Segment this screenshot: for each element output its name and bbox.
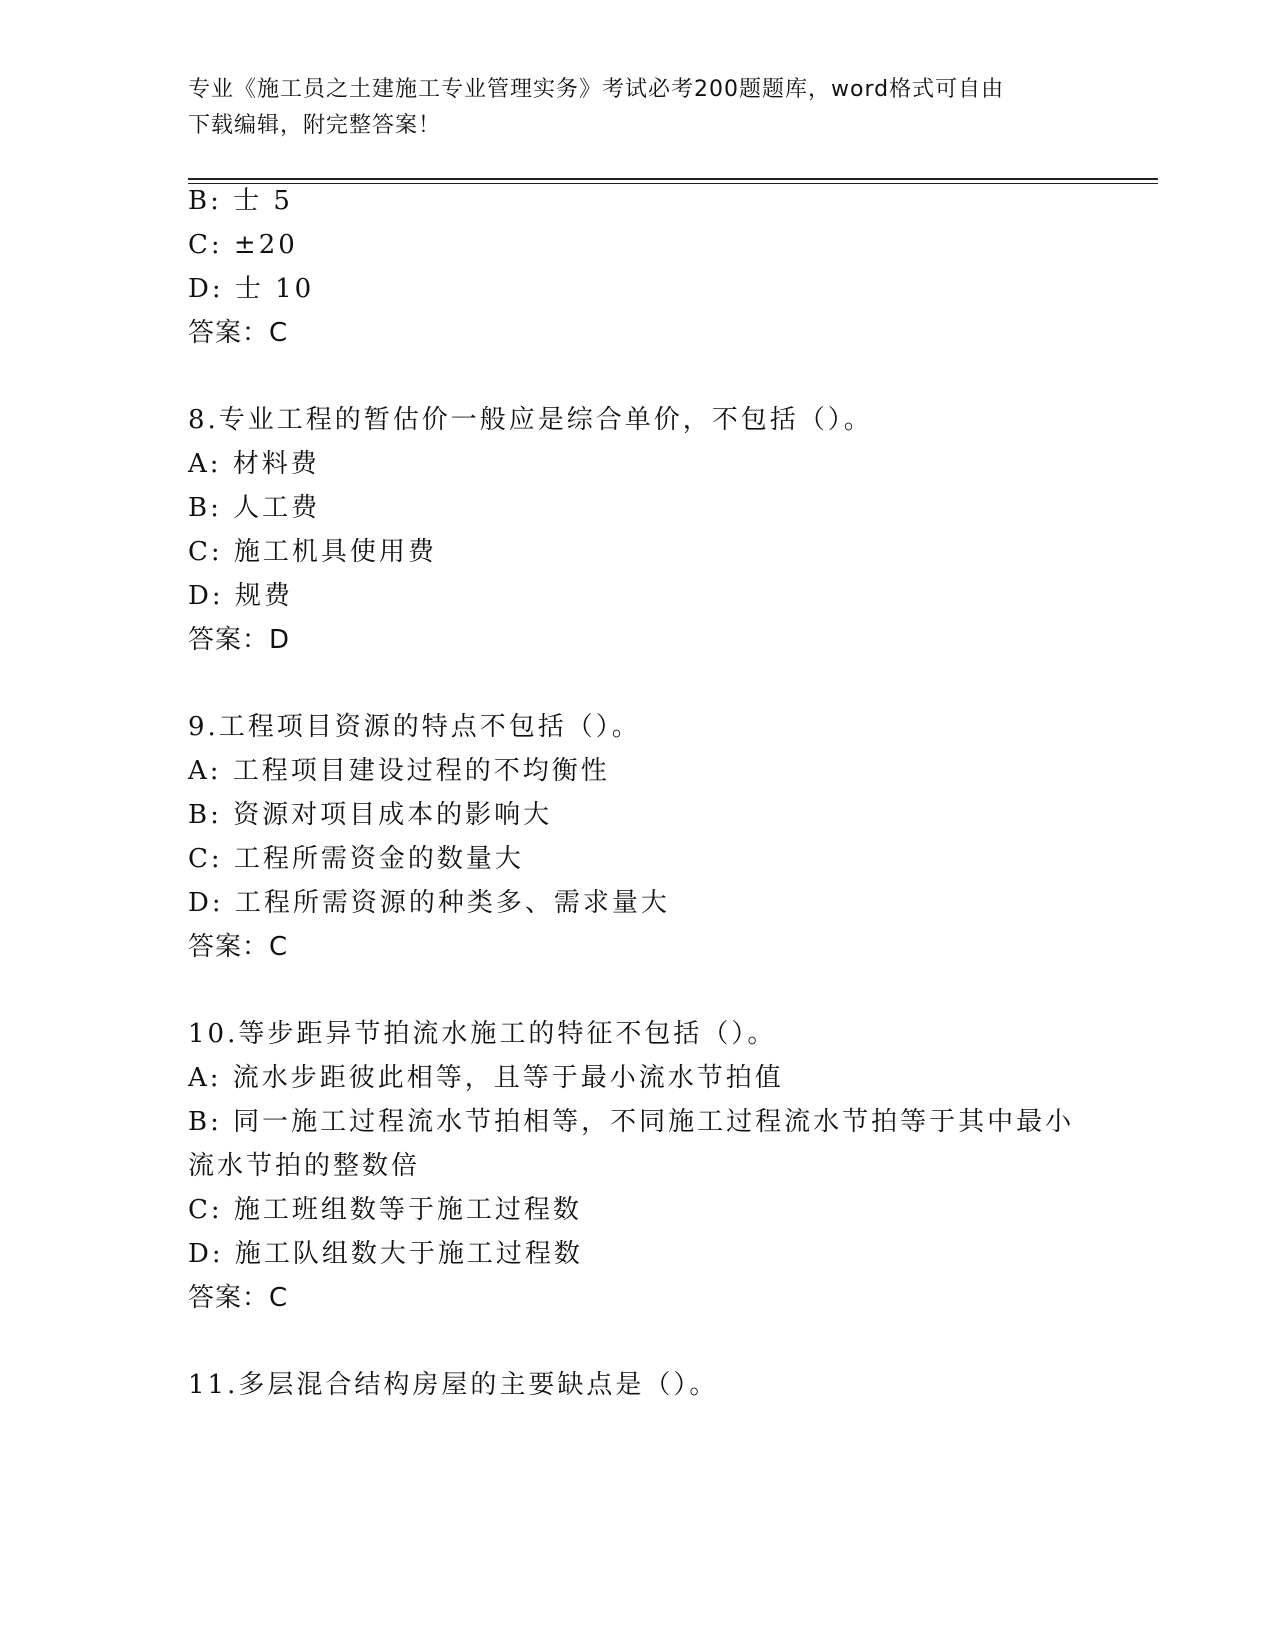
q9-option-a: A: 工程项目建设过程的不均衡性 <box>188 756 610 786</box>
q7-option-c: C: ±20 <box>188 230 298 260</box>
q9-option-d: D: 工程所需资源的种类多、需求量大 <box>188 888 670 918</box>
q9-stem: 9.工程项目资源的特点不包括（）。 <box>188 712 641 742</box>
q9-answer: 答案：C <box>188 932 289 962</box>
header-line-2: 下载编辑，附完整答案！ <box>188 113 442 138</box>
q8-option-c: C: 施工机具使用费 <box>188 537 437 567</box>
q11-stem: 11.多层混合结构房屋的主要缺点是（）。 <box>188 1370 719 1400</box>
q9-option-b: B: 资源对项目成本的影响大 <box>188 800 553 830</box>
q8-answer: 答案：D <box>188 625 291 655</box>
q10-option-b-line2: 流水节拍的整数倍 <box>188 1151 421 1181</box>
q8-stem: 8.专业工程的暂估价一般应是综合单价，不包括（）。 <box>188 405 873 435</box>
document-header <box>188 72 1068 144</box>
q7-option-d: D: 士 10 <box>188 274 315 304</box>
header-line-1: 专业《施工员之土建施工专业管理实务》考试必考200题题库，word格式可自由 <box>188 77 1005 102</box>
q9-option-c: C: 工程所需资金的数量大 <box>188 844 524 874</box>
q10-option-a: A: 流水步距彼此相等，且等于最小流水节拍值 <box>188 1063 784 1093</box>
q10-option-c: C: 施工班组数等于施工过程数 <box>188 1195 582 1225</box>
q10-stem: 10.等步距异节拍流水施工的特征不包括（）。 <box>188 1019 777 1049</box>
q7-answer: 答案：C <box>188 318 289 348</box>
q10-answer: 答案：C <box>188 1283 289 1313</box>
q7-option-b: B: 士 5 <box>188 186 293 216</box>
q8-option-b: B: 人工费 <box>188 493 321 523</box>
q10-option-d: D: 施工队组数大于施工过程数 <box>188 1239 583 1269</box>
q10-option-b-line1: B: 同一施工过程流水节拍相等，不同施工过程流水节拍等于其中最小 <box>188 1107 1075 1137</box>
header-divider <box>188 178 1158 180</box>
q8-option-a: A: 材料费 <box>188 449 320 479</box>
q8-option-d: D: 规费 <box>188 581 293 611</box>
